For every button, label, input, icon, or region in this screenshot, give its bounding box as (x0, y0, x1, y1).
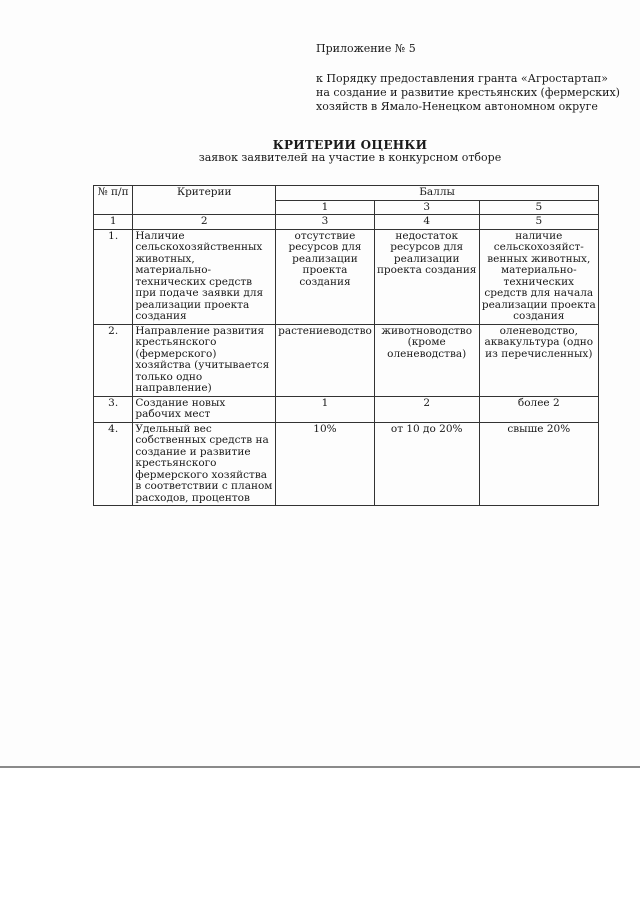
row-point-3: животноводство (кроме оленеводства) (374, 324, 479, 396)
table-row (94, 396, 599, 422)
row-point-1: растениеводство (276, 324, 375, 396)
blank-area (0, 768, 640, 905)
index-cell: 3 (276, 215, 375, 230)
appendix-reference (316, 72, 620, 114)
criteria-table (93, 185, 599, 506)
header-num: № п/п (94, 186, 133, 215)
row-point-3: недостаток ресурсов для реализации проекта создания (374, 229, 479, 324)
index-cell: 2 (133, 215, 276, 230)
index-cell: 1 (94, 215, 133, 230)
appendix-block (316, 42, 620, 114)
row-point-5: оленеводство, аквакультура (одно из перечисленных) (479, 324, 598, 396)
row-criterion: Направление развития крестьянского (фермерского) хозяйства (учитывается только одно направление) (133, 324, 276, 396)
table-row (94, 324, 599, 396)
header-point-value: 1 (276, 200, 375, 215)
index-row (94, 215, 599, 230)
header-point-value: 3 (374, 200, 479, 215)
row-criterion: Наличие сельскохозяйственных животных, материально-технических средств при подаче заявки для реализации проекта создания (133, 229, 276, 324)
header-row (94, 186, 599, 201)
row-num: 4. (94, 422, 133, 506)
table-row (94, 229, 599, 324)
index-cell: 5 (479, 215, 598, 230)
row-point-1: 1 (276, 396, 375, 422)
document-subtitle: заявок заявителей на участие в конкурсном отборе (198, 151, 502, 164)
table-row (94, 422, 599, 506)
row-criterion: Создание новых рабочих мест (133, 396, 276, 422)
row-point-3: от 10 до 20% (374, 422, 479, 506)
row-num: 3. (94, 396, 133, 422)
row-point-5: более 2 (479, 396, 598, 422)
row-point-5: свыше 20% (479, 422, 598, 506)
row-point-1: отсутствие ресурсов для реализации проекта создания (276, 229, 375, 324)
appendix-line: на создание и развитие крестьянских (фермерских) (316, 86, 620, 99)
row-point-5: наличие сельскохозяйст-венных животных, материально-технических средств для начала реализации проекта создания (479, 229, 598, 324)
row-criterion: Удельный вес собственных средств на создание и развитие крестьянского фермерского хозяйства в соответствии с планом расходов, процентов (133, 422, 276, 506)
appendix-number: Приложение № 5 (316, 42, 416, 55)
header-points: Баллы (276, 186, 599, 201)
row-num: 2. (94, 324, 133, 396)
document-title: КРИТЕРИИ ОЦЕНКИ (272, 138, 428, 152)
header-point-value: 5 (479, 200, 598, 215)
header-criteria: Критерии (133, 186, 276, 215)
appendix-line: к Порядку предоставления гранта «Агростартап» (316, 72, 608, 85)
row-num: 1. (94, 229, 133, 324)
row-point-1: 10% (276, 422, 375, 506)
index-cell: 4 (374, 215, 479, 230)
row-point-3: 2 (374, 396, 479, 422)
appendix-line: хозяйств в Ямало-Ненецком автономном округе (316, 100, 598, 113)
